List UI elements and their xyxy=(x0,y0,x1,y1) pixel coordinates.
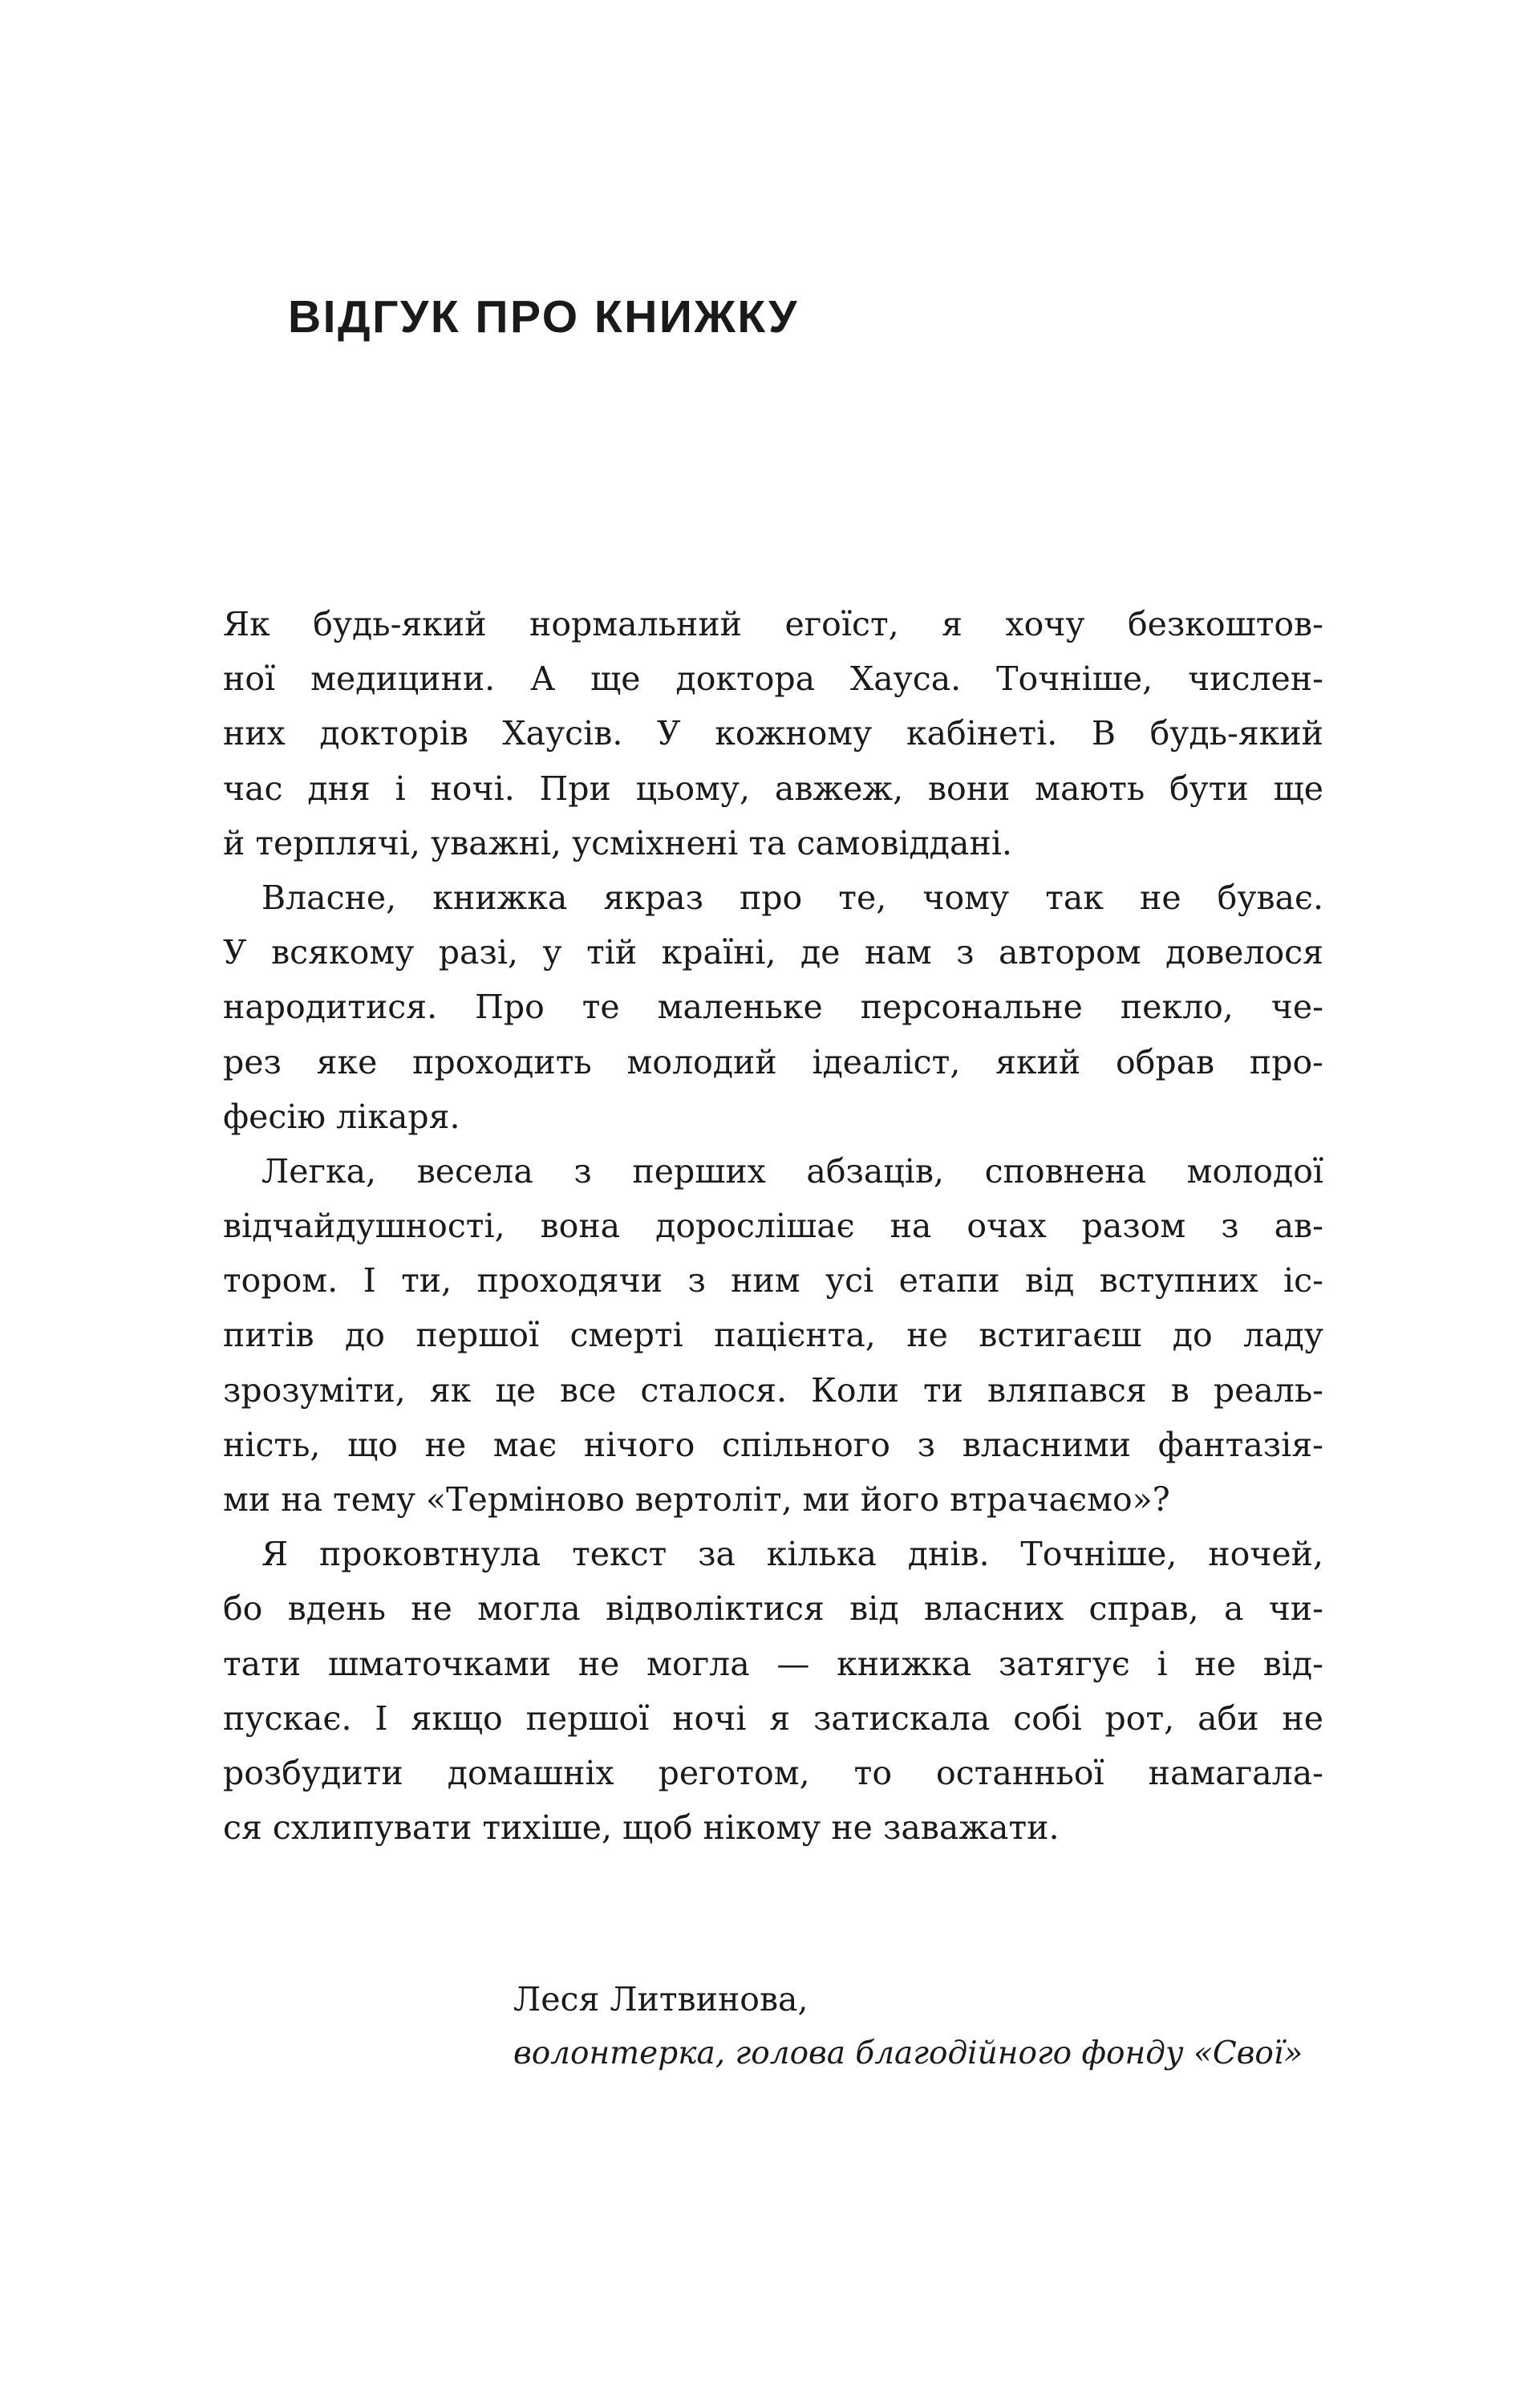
text-line: питів до першої смерті пацієнта, не встигаєш до ладу xyxy=(223,1316,1323,1355)
text-line: ної медицини. А ще доктора Хауса. Точніше, числен- xyxy=(223,659,1323,699)
signature xyxy=(513,1972,1303,2081)
text-line: Як будь-який нормальний егоїст, я хочу безкоштов- xyxy=(223,605,1323,643)
text-line: й терплячі, уважні, усміхнені та самовіддані. xyxy=(223,823,1012,862)
text-line: Власне, книжка якраз про те, чому так не буває. xyxy=(261,878,1323,917)
text-line: фесію лікаря. xyxy=(223,1097,460,1136)
text-line: рез яке проходить молодий ідеаліст, який обрав про- xyxy=(223,1042,1323,1081)
paragraph xyxy=(223,870,1323,1144)
signature-name: Леся Литвинова, xyxy=(513,1980,808,2019)
text-line: них докторів Хаусів. У кожному кабінеті. В будь-який xyxy=(223,714,1323,753)
text-line: ність, що не має нічого спільного з власними фантазія- xyxy=(223,1425,1323,1464)
text-line: пускає. І якщо першої ночі я затискала собі рот, аби не xyxy=(223,1698,1323,1738)
text-line: відчайдушності, вона дорослішає на очах разом з ав- xyxy=(223,1207,1323,1246)
paragraph xyxy=(223,1144,1323,1527)
text-line: розбудити домашніх реготом, то останньої намагала- xyxy=(223,1753,1323,1792)
text-line: тати шматочками не могла — книжка затягує і не від- xyxy=(223,1644,1323,1683)
text-line: Я проковтнула текст за кілька днів. Точніше, ночей, xyxy=(261,1535,1323,1574)
page-title: ВІДГУК ПРО КНИЖКУ xyxy=(288,291,800,343)
text-line: тором. І ти, проходячи з ним усі етапи від вступних іс- xyxy=(223,1261,1323,1300)
text-line: Легка, весела з перших абзаців, сповнена молодої xyxy=(261,1151,1323,1191)
text-line: У всякому разі, у тій країні, де нам з автором довелося xyxy=(223,933,1323,972)
text-line: ся схлипувати тихіше, щоб нікому не заважати. xyxy=(223,1808,1060,1848)
text-line: народитися. Про те маленьке персональне пекло, че- xyxy=(223,988,1323,1027)
text-line: час дня і ночі. При цьому, авжеж, вони мають бути ще xyxy=(223,769,1323,808)
text-line: зрозуміти, як це все сталося. Коли ти вляпався в реаль- xyxy=(223,1370,1323,1410)
paragraph xyxy=(223,597,1323,870)
text-line: ми на тему «Терміново вертоліт, ми його втрачаємо»? xyxy=(223,1480,1170,1519)
text-line: бо вдень не могла відволіктися від власних справ, а чи- xyxy=(223,1589,1323,1629)
paragraph xyxy=(223,1527,1323,1855)
signature-role: волонтерка, голова благодійного фонду «Свої» xyxy=(513,2035,1303,2071)
review-body xyxy=(223,597,1323,1855)
